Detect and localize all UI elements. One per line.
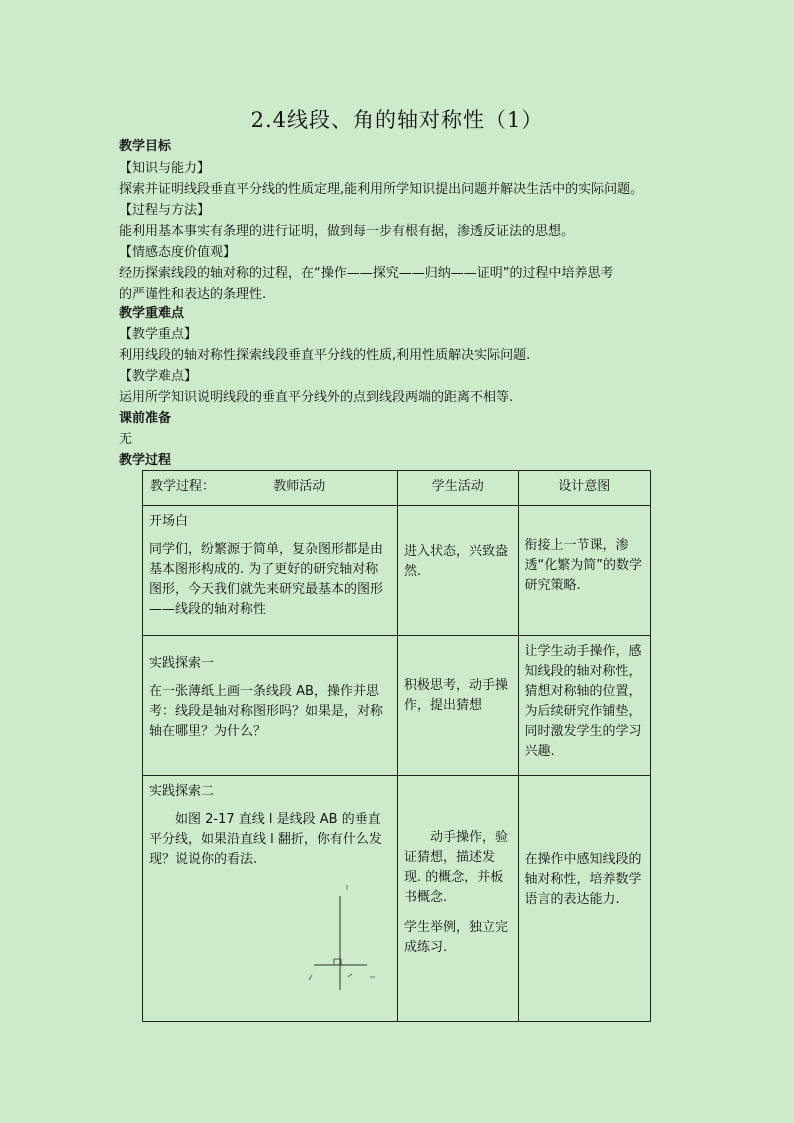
row3-student-text-a: 动手操作，验证猜想，描述发现. 的概念，并板书概念. xyxy=(403,830,508,905)
header-teacher-label: 教师活动 xyxy=(273,479,326,494)
label-mark-o xyxy=(348,974,352,977)
row1-teacher-cell xyxy=(143,506,398,636)
row2-teacher-text: 在一张薄纸上画一条线段 AB，操作并思考：线段是轴对称图形吗？如果是，对称轴在哪里？为什么？ xyxy=(149,684,384,739)
row3-student-text-b: 学生举例，独立完成练习. xyxy=(403,920,508,955)
row3-teacher-cell xyxy=(143,776,398,1022)
difficulty-text: 运用所学知识说明线段的垂直平分线外的点到线段两端的距离不相等. xyxy=(119,390,514,405)
header-process-teacher xyxy=(143,471,398,506)
emotion-text-2: 的严谨性和表达的条理性. xyxy=(119,287,267,302)
knowledge-text: 探索并证明线段垂直平分线的性质定理,能利用所学知识提出问题并解决生活中的实际问题。 xyxy=(119,182,644,197)
row3-student-cell xyxy=(397,776,518,1022)
focus-text: 利用线段的轴对称性探索线段垂直平分线的性质,利用性质解决实际问题. xyxy=(119,348,531,363)
figure-2-17 xyxy=(149,870,391,1000)
knowledge-label: 【知识与能力】 xyxy=(119,161,211,176)
process-heading: 教学过程 xyxy=(119,453,172,468)
prep-heading: 课前准备 xyxy=(119,411,172,426)
focus-label: 【教学重点】 xyxy=(119,327,198,342)
emotion-label: 【情感态度价值观】 xyxy=(119,245,237,260)
table-row xyxy=(143,636,651,776)
row1-section-title: 开场白 xyxy=(149,514,189,529)
row3-teacher-text: 如图 2-17 直线 l 是线段 AB 的垂直平分线，如果沿直线 l 翻折，你有什么发现？说说你的看法. xyxy=(149,812,382,867)
row1-student-text: 进入状态，兴致盎然. xyxy=(397,506,518,636)
emotion-text-1: 经历探索线段的轴对称的过程，在“操作——探究——归纳——证明”的过程中培养思考 xyxy=(119,266,614,281)
table-row xyxy=(143,776,651,1022)
key-points-heading: 教学重难点 xyxy=(119,306,185,321)
row1-intent-text: 衔接上一节课，渗透“化繁为简”的数学研究策略. xyxy=(518,506,650,636)
perpendicular-bisector-diagram xyxy=(149,870,389,995)
header-student: 学生活动 xyxy=(397,471,518,506)
header-process-label: 教学过程： xyxy=(150,479,216,494)
difficulty-label: 【教学难点】 xyxy=(119,369,198,384)
row3-intent-text: 在操作中感知线段的轴对称性，培养数学语言的表达能力. xyxy=(518,776,650,1022)
page-title: 2.4线段、角的轴对称性（1） xyxy=(250,108,544,132)
goals-heading: 教学目标 xyxy=(119,139,172,154)
process-method-label: 【过程与方法】 xyxy=(119,203,211,218)
row2-student-text: 积极思考，动手操作，提出猜想 xyxy=(397,636,518,776)
label-mark-a xyxy=(309,975,312,980)
row2-teacher-cell xyxy=(143,636,398,776)
teaching-process-table xyxy=(142,470,651,1022)
row2-intent-text: 让学生动手操作，感知线段的轴对称性，猜想对称轴的位置，为后续研究作铺垫，同时激发学生的学习兴趣. xyxy=(518,636,650,776)
row1-teacher-text: 同学们，纷繁源于简单，复杂图形都是由基本图形构成的. 为了更好的研究轴对称图形，今天我们就先来研究最基本的图形——线段的轴对称性 xyxy=(149,542,384,617)
process-method-text: 能利用基本事实有条理的进行证明，做到每一步有根有据，渗透反证法的思想。 xyxy=(119,224,575,239)
table-header-row xyxy=(143,471,651,506)
row2-section-title: 实践探索一 xyxy=(149,656,215,671)
row3-section-title: 实践探索二 xyxy=(149,784,215,799)
header-intent: 设计意图 xyxy=(518,471,650,506)
table-row xyxy=(143,506,651,636)
prep-text: 无 xyxy=(119,432,133,447)
